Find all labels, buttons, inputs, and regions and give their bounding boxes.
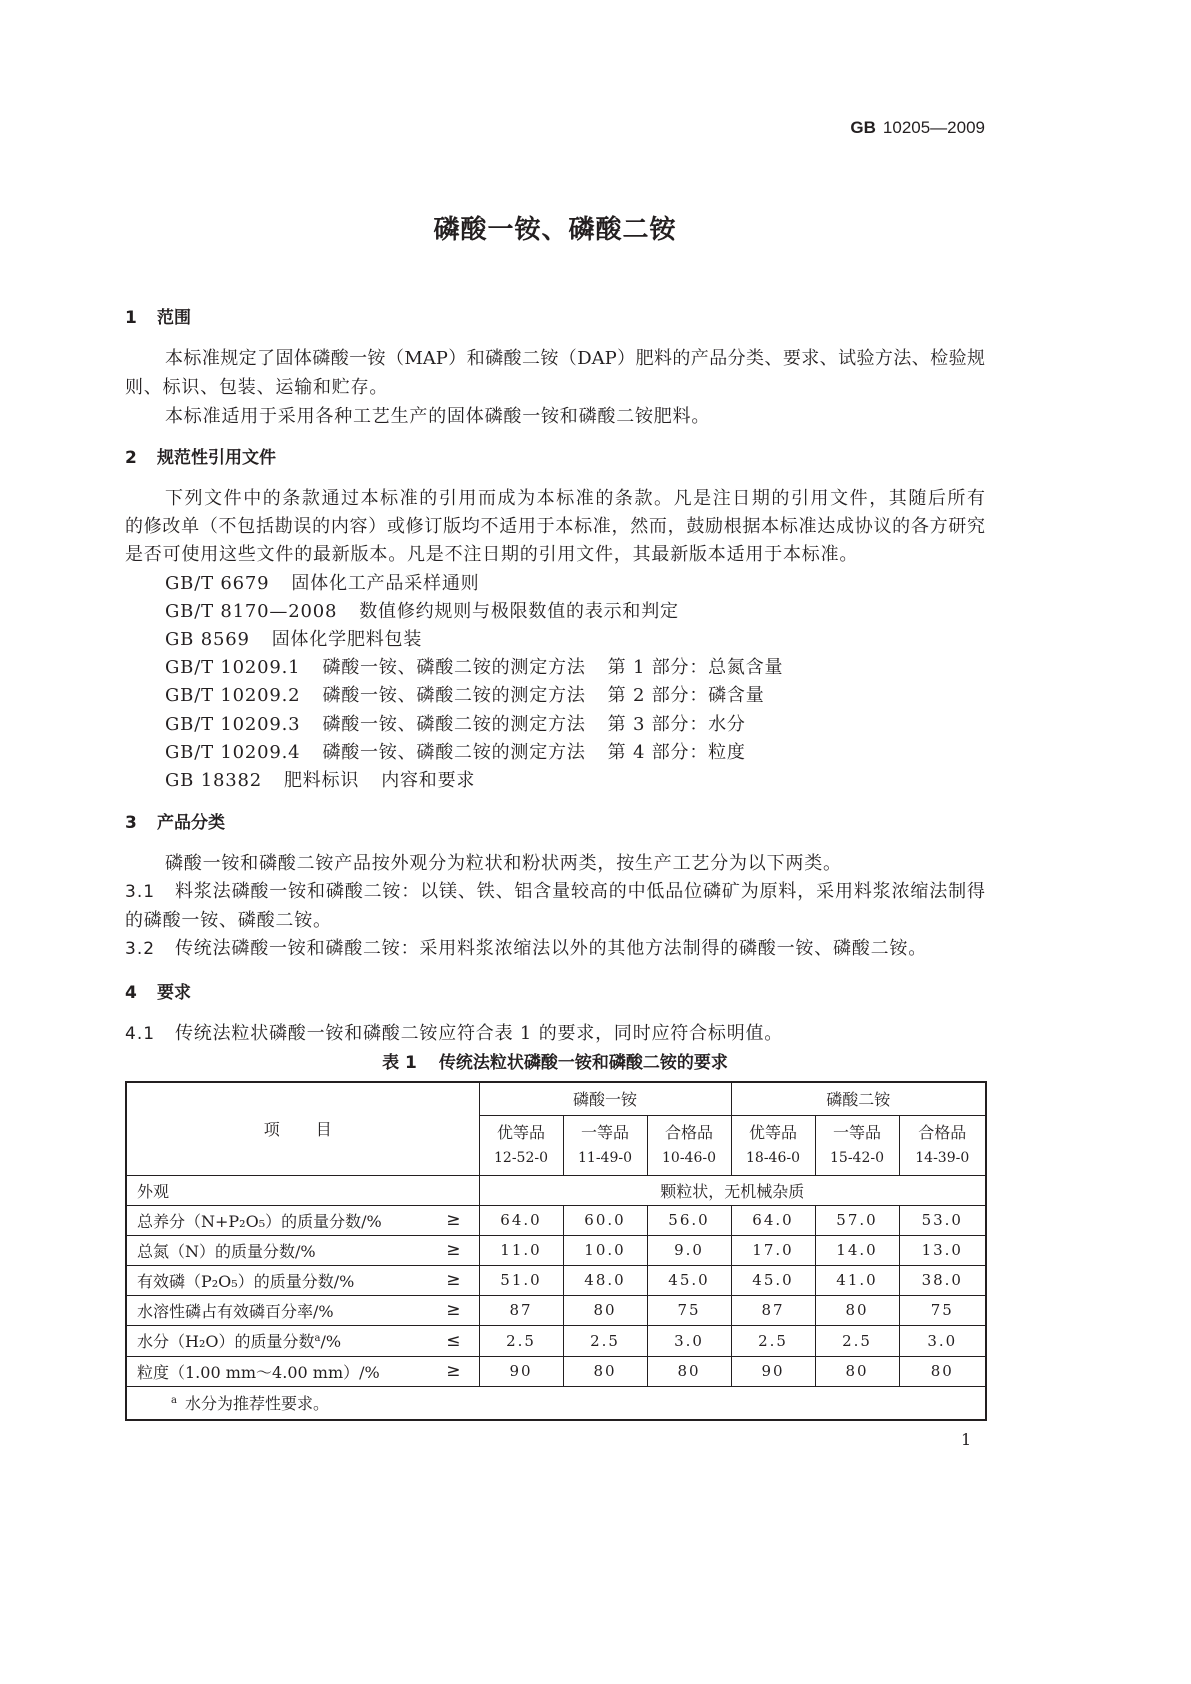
reference-title: 肥料标识 <box>284 769 360 791</box>
section-number: 4 <box>125 983 137 1003</box>
comparison-symbol: ≥ <box>446 1270 461 1290</box>
document-title: 磷酸一铵、磷酸二铵 <box>433 215 677 245</box>
reference-title: 固体化工产品采样通则 <box>291 572 480 594</box>
paragraph-line: 的修改单（不包括勘误的内容）或修订版均不适用于本标准，然而，鼓励根据本标准达成协议的各方研究 <box>125 516 985 538</box>
row-label-cell <box>126 1175 479 1205</box>
value-cell: 41.0 <box>815 1265 899 1295</box>
value-cell: 45.0 <box>731 1265 815 1295</box>
value-cell: 80 <box>647 1356 731 1386</box>
value-cell: 2.5 <box>731 1325 815 1356</box>
grade-header-cell <box>899 1115 986 1175</box>
value-cell: 2.5 <box>815 1325 899 1356</box>
clause-text: 传统法粒状磷酸一铵和磷酸二铵应符合表 1 的要求，同时应符合标明值。 <box>175 1023 784 1044</box>
reference-part: 第 3 部分：水分 <box>607 713 746 735</box>
row-label: 外观 <box>137 1181 170 1201</box>
grade-name: 合格品 <box>918 1123 967 1142</box>
row-label <box>137 1239 316 1262</box>
clause-number: 3.1 <box>125 882 156 903</box>
reference-title: 固体化学肥料包装 <box>271 628 423 650</box>
grade-header-cell <box>647 1115 731 1175</box>
grade-formula: 15-42-0 <box>830 1150 884 1166</box>
row-label <box>137 1360 380 1383</box>
reference-code: GB 8569 <box>165 628 250 650</box>
standard-number <box>850 116 985 140</box>
page-number: 1 <box>961 1430 972 1449</box>
section-number: 1 <box>125 308 137 328</box>
reference-item <box>125 626 985 654</box>
clause-text: 料浆法磷酸一铵和磷酸二铵：以镁、铁、铝含量较高的中低品位磷矿为原料，采用料浆浓缩法制得 <box>175 881 985 903</box>
section-heading-normative-references <box>125 446 276 470</box>
value-cell: 80 <box>815 1356 899 1386</box>
footnote-mark: a <box>314 1333 321 1344</box>
grade-header-cell <box>479 1115 563 1175</box>
value-cell: 13.0 <box>899 1235 986 1265</box>
value-cell: 11.0 <box>479 1235 563 1265</box>
reference-item <box>125 682 985 710</box>
value-cell: 3.0 <box>899 1325 986 1356</box>
section-title: 范围 <box>157 308 191 328</box>
section-number: 3 <box>125 813 137 833</box>
row-label-unit: /% <box>295 1241 316 1261</box>
value-cell: 80 <box>899 1356 986 1386</box>
row-label-text: 总养分（N+P₂O₅）的质量分数 <box>137 1211 362 1231</box>
grade-name: 优等品 <box>496 1123 545 1142</box>
value-cell: 60.0 <box>563 1205 647 1235</box>
value-cell: 3.0 <box>647 1325 731 1356</box>
section-title: 规范性引用文件 <box>157 448 276 468</box>
row-label-unit: /% <box>333 1271 355 1291</box>
value-cell: 75 <box>647 1295 731 1325</box>
reference-item <box>125 739 985 767</box>
grade-formula: 11-49-0 <box>578 1150 632 1166</box>
paragraph-line: 磷酸一铵和磷酸二铵产品按外观分为粒状和粉状两类，按生产工艺分为以下两类。 <box>165 853 842 874</box>
table-row <box>126 1325 986 1356</box>
reference-code: GB 18382 <box>165 769 262 791</box>
row-label <box>137 1269 354 1292</box>
row-label-cell <box>126 1235 479 1265</box>
row-label-unit: /% <box>313 1301 334 1321</box>
row-label-text: 粒度（1.00 mm～4.00 mm） <box>137 1362 360 1382</box>
clause-number: 3.2 <box>125 939 156 960</box>
reference-part: 第 1 部分：总氮含量 <box>607 657 784 679</box>
value-cell: 75 <box>899 1295 986 1325</box>
reference-code: GB/T 10209.2 <box>165 685 301 707</box>
reference-item <box>125 598 985 626</box>
value-cell: 48.0 <box>563 1265 647 1295</box>
value-cell: 64.0 <box>479 1205 563 1235</box>
table-header-row <box>126 1082 986 1115</box>
value-cell: 45.0 <box>647 1265 731 1295</box>
section-body-requirements <box>125 1020 985 1048</box>
grade-header-cell <box>815 1115 899 1175</box>
row-label-unit: /% <box>359 1362 380 1382</box>
row-label-cell <box>126 1205 479 1235</box>
item-header-label: 项 目 <box>263 1120 342 1140</box>
clause-text: 传统法磷酸一铵和磷酸二铵：采用料浆浓缩法以外的其他方法制得的磷酸一铵、磷酸二铵。 <box>175 938 927 960</box>
table-row <box>126 1175 986 1205</box>
row-label-text: 总氮（N）的质量分数 <box>137 1241 296 1261</box>
reference-part: 第 4 部分：粒度 <box>607 741 746 763</box>
grade-header-cell <box>563 1115 647 1175</box>
group-header-map: 磷酸一铵 <box>479 1082 731 1115</box>
clause-3-1 <box>125 878 985 906</box>
reference-item <box>125 570 985 598</box>
comparison-symbol: ≥ <box>446 1300 461 1320</box>
grade-name: 合格品 <box>664 1123 713 1142</box>
value-cell: 64.0 <box>731 1205 815 1235</box>
reference-code: GB/T 6679 <box>165 572 270 594</box>
reference-code: GB/T 10209.3 <box>165 713 301 735</box>
paragraph-line: 则、标识、包装、运输和贮存。 <box>125 377 389 398</box>
value-cell: 90 <box>479 1356 563 1386</box>
reference-code: GB/T 8170—2008 <box>165 600 338 622</box>
value-cell: 38.0 <box>899 1265 986 1295</box>
row-label-cell <box>126 1265 479 1295</box>
table-row <box>126 1265 986 1295</box>
requirements-table <box>125 1081 987 1421</box>
paragraph-line: 是否可使用这些文件的最新版本。凡是不注日期的引用文件，其最新版本适用于本标准。 <box>125 544 859 566</box>
value-cell: 90 <box>731 1356 815 1386</box>
reference-part: 第 2 部分：磷含量 <box>607 685 765 707</box>
comparison-symbol: ≥ <box>446 1361 461 1381</box>
reference-code: GB/T 10209.1 <box>165 657 301 679</box>
value-cell: 53.0 <box>899 1205 986 1235</box>
paragraph-line: 下列文件中的条款通过本标准的引用而成为本标准的条款。凡是注日期的引用文件，其随后所有 <box>165 488 985 509</box>
row-label <box>137 1329 341 1352</box>
reference-title: 磷酸一铵、磷酸二铵的测定方法 <box>322 713 586 735</box>
reference-item <box>125 711 985 739</box>
reference-title: 数值修约规则与极限数值的表示和判定 <box>359 600 679 622</box>
grade-formula: 10-46-0 <box>662 1150 716 1166</box>
clause-3-2 <box>125 935 985 963</box>
paragraph-line: 的磷酸一铵、磷酸二铵。 <box>125 909 332 931</box>
reference-part: 内容和要求 <box>381 769 476 791</box>
row-label <box>137 1209 382 1232</box>
reference-title: 磷酸一铵、磷酸二铵的测定方法 <box>322 741 586 763</box>
reference-title: 磷酸一铵、磷酸二铵的测定方法 <box>322 685 586 707</box>
section-body-normative-references <box>125 485 985 795</box>
comparison-symbol: ≥ <box>446 1210 461 1230</box>
appearance-value: 颗粒状，无机械杂质 <box>479 1175 986 1205</box>
section-body-scope <box>125 344 985 431</box>
value-cell: 10.0 <box>563 1235 647 1265</box>
section-title: 要求 <box>157 983 191 1003</box>
value-cell: 2.5 <box>479 1325 563 1356</box>
value-cell: 80 <box>815 1295 899 1325</box>
grade-name: 一等品 <box>580 1123 629 1142</box>
grade-name: 一等品 <box>832 1123 881 1142</box>
paragraph-line: 本标准适用于采用各种工艺生产的固体磷酸一铵和磷酸二铵肥料。 <box>165 406 711 427</box>
table-title: 传统法粒状磷酸一铵和磷酸二铵的要求 <box>438 1053 728 1073</box>
row-label-text: 有效磷（P₂O₅）的质量分数 <box>137 1271 334 1291</box>
value-cell: 2.5 <box>563 1325 647 1356</box>
paragraph-line: 本标准规定了固体磷酸一铵（MAP）和磷酸二铵（DAP）肥料的产品分类、要求、试验方法、检验规 <box>165 348 985 369</box>
comparison-symbol: ≥ <box>446 1240 461 1260</box>
footnote-mark: a <box>171 1395 177 1407</box>
row-label-text: 水分（H₂O）的质量分数 <box>137 1332 315 1351</box>
table-caption <box>125 1051 985 1075</box>
comparison-symbol: ≤ <box>446 1330 461 1351</box>
row-label-cell <box>126 1325 479 1356</box>
grade-formula: 18-46-0 <box>746 1150 800 1166</box>
reference-item <box>125 654 985 682</box>
section-heading-requirements <box>125 981 191 1005</box>
reference-item <box>125 767 985 795</box>
section-title: 产品分类 <box>157 813 225 833</box>
row-label-cell <box>126 1356 479 1386</box>
item-header-cell <box>126 1082 479 1175</box>
section-heading-scope <box>125 306 191 330</box>
section-heading-classification <box>125 811 225 835</box>
reference-code: GB/T 10209.4 <box>165 741 301 763</box>
row-label <box>137 1299 334 1322</box>
value-cell: 80 <box>563 1295 647 1325</box>
table-number: 表 1 <box>382 1053 417 1073</box>
section-body-classification <box>125 850 985 964</box>
grade-formula: 12-52-0 <box>494 1150 548 1166</box>
table-row <box>126 1295 986 1325</box>
value-cell: 9.0 <box>647 1235 731 1265</box>
reference-title: 磷酸一铵、磷酸二铵的测定方法 <box>322 657 586 679</box>
clause-4-1 <box>125 1020 985 1048</box>
table-footnote-row <box>126 1386 986 1420</box>
value-cell: 14.0 <box>815 1235 899 1265</box>
row-label-text: 水溶性磷占有效磷百分率 <box>137 1301 314 1321</box>
value-cell: 57.0 <box>815 1205 899 1235</box>
table-footnote <box>126 1386 986 1420</box>
grade-formula: 14-39-0 <box>915 1150 970 1166</box>
row-label-cell <box>126 1295 479 1325</box>
row-label-unit: /% <box>361 1211 382 1231</box>
value-cell: 87 <box>479 1295 563 1325</box>
grade-header-cell <box>731 1115 815 1175</box>
table-row <box>126 1235 986 1265</box>
table-row <box>126 1356 986 1386</box>
section-number: 2 <box>125 448 137 468</box>
group-header-dap: 磷酸二铵 <box>731 1082 986 1115</box>
value-cell: 17.0 <box>731 1235 815 1265</box>
row-label-unit: /% <box>320 1332 342 1351</box>
standard-prefix: GB <box>850 118 876 137</box>
clause-number: 4.1 <box>125 1024 156 1044</box>
value-cell: 51.0 <box>479 1265 563 1295</box>
table-row <box>126 1205 986 1235</box>
footnote-text: 水分为推荐性要求。 <box>184 1394 329 1414</box>
value-cell: 87 <box>731 1295 815 1325</box>
value-cell: 56.0 <box>647 1205 731 1235</box>
value-cell: 80 <box>563 1356 647 1386</box>
standard-code: 10205—2009 <box>882 118 985 137</box>
grade-name: 优等品 <box>748 1123 797 1142</box>
